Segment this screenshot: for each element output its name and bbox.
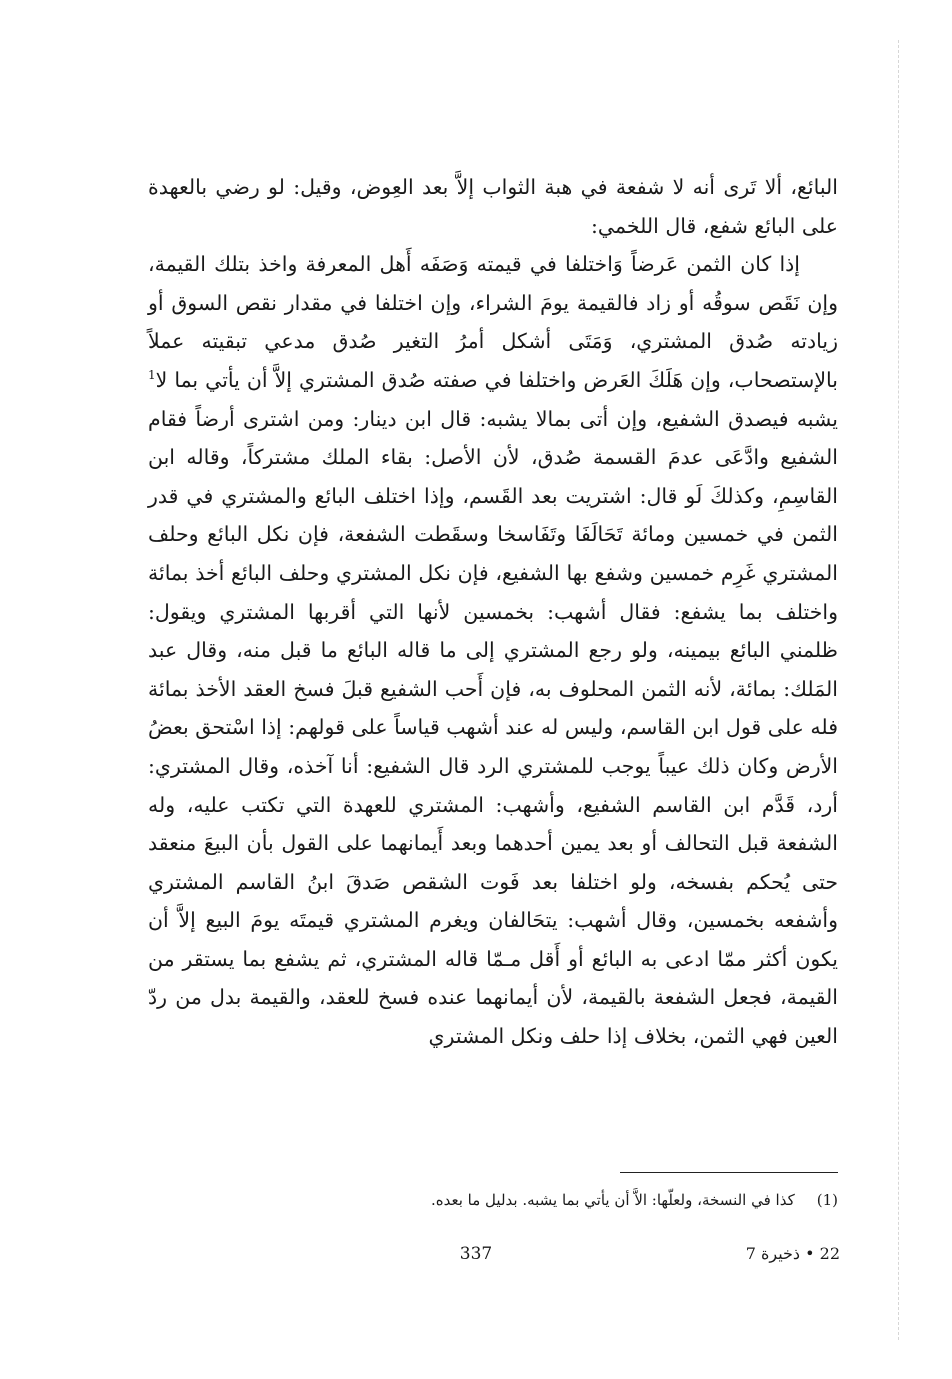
- footnote-mark: (1): [816, 1191, 838, 1209]
- printer-signature: 22 • ذخيرة 7: [745, 1244, 840, 1263]
- paragraph-1: البائع، ألا تَرى أنه لا شفعة في هبة الثواب إلاَّ بعد العِوض، وقيل: لو رضي بالعهدة على البائع شفع، قال اللخمي:: [148, 175, 838, 238]
- page-edge-line: [898, 40, 899, 1340]
- paragraph-2-head: إذا كان الثمن عَرضاً وَاختلفا في قيمته وَصَفَه أَهل المعرفة واخذ بتلك القيمة، وإن نَقَص سوقُه أو زاد فالقيمة يومَ الشراء، وإن اختلفا في مقدار نقص السوق أو زيادته صُدق المشتري، وَمَتَى أشكل أمرُ التغير صُدق مدعي تبقيته عملاً بالإستصحاب، وإن هَلَكَ العَرض واختلفا في صفته صُدق المشتري إلاَّ أن يأتي بما لا: [148, 252, 838, 392]
- page-number: 337: [459, 1244, 493, 1264]
- main-text: [148, 168, 838, 1056]
- paragraph-2-tail: يشبه فيصدق الشفيع، وإن أتى بمالا يشبه: قال ابن دينار: ومن اشترى أرضاً فقام الشفيع وادَّعَى عدمَ القسمة صُدق، لأن الأصل: بقاء الملك مشتركاً، وقاله ابن القاسِمِ، وكذلكَ لَو قال: اشتريت بعد القَسم، وإذا اختلف البائع والمشتري في قدر الثمن في خمسين ومائة تَحَالَفَا وتَفَاسخا وسقَطت الشفعة، فإن نكل البائع وحلف المشتري غَرِم خمسين وشفع بها الشفيع، فإن نكل المشتري وحلف البائع أخذ بمائة واختلف بما يشفع: فقال أشهب: بخمسين لأنها التي أقربها المشتري ويقول: ظلمني البائع بيمينه، ولو رجع المشتري إلى ما قاله البائع ما قبل منه، وقال عبد المَلك: بمائة، لأنه الثمن المحلوف به، فإن أَحب الشفيع قبلَ فسخ العقد الأخذ بمائة فله على قول ابن القاسم، وليس له عند أشهب قياساً على قولهم: إذا اسْتحق بعضُ الأرض وكان ذلك عيباً يوجب للمشتري الرد قال الشفيع: أنا آخذه، وقال المشتري: أرد، قَدَّم ابن القاسم الشفيع، وأشهب: المشتري للعهدة التي تكتب عليه، وله الشفعة قبل التحالف أو بعد يمين أحدهما وبعد أَيمانهما على القول بأن البيعَ منعقد حتى يُحكم بفسخه، ولو اختلفا بعد فَوت الشقص صَدقَ ابنُ القاسم المشتري وأشفعه بخمسين، وقال أشهب: يتحَالفان ويغرم المشتري قيمتَه يومَ البيع إلاَّ أن يكون أكثر ممّا ادعى به البائع أو أَقل مـمّا قاله المشتري، ثم يشفع بما يستقر من القيمة، فجعل الشفعة بالقيمة، لأن أيمانهما عنده فسخ للعقد، والقيمة بدل من ردّ العين فهي الثمن، بخلاف إذا حلف ونكل المشتري: [148, 406, 838, 1049]
- footnote-text: كذا في النسخة، ولعلّها: الاَّ أن يأتي بما يشبه. بدليل ما بعده.: [431, 1191, 795, 1209]
- footnote-separator: [620, 1172, 838, 1173]
- footnote: [278, 1188, 838, 1212]
- footnote-reference[interactable]: 1: [148, 368, 156, 383]
- paragraph-2: [148, 245, 838, 1055]
